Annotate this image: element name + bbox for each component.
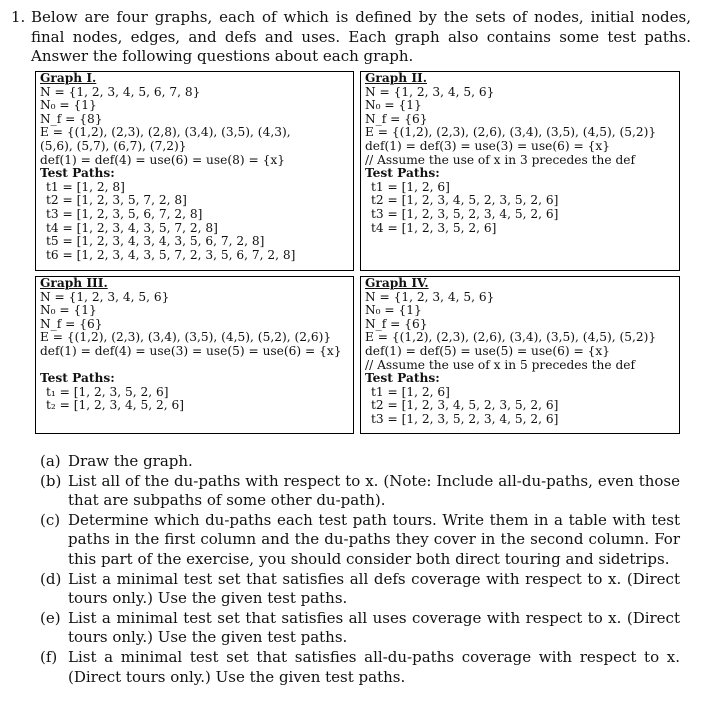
part-label: (b): [40, 471, 62, 490]
graph-line: E = {(1,2), (2,3), (2,6), (3,4), (3,5), (4,5), (5,2)}: [365, 330, 657, 345]
part-b: [40, 472, 680, 511]
graph-title: Graph IV.: [365, 276, 429, 290]
part-a: [40, 452, 680, 472]
part-label: (a): [40, 452, 61, 470]
graph-line: N_f = {6}: [365, 111, 428, 126]
graph-line: (5,6), (5,7), (6,7), (7,2)}: [40, 138, 187, 153]
test-path: t2 = [1, 2, 3, 4, 5, 2, 3, 5, 2, 6]: [371, 193, 559, 208]
test-path: t3 = [1, 2, 3, 5, 6, 7, 2, 8]: [46, 206, 203, 221]
part-f: [40, 648, 680, 687]
part-text: List a minimal test set that satisfies all-du-paths coverage with respect to x. (Direct tours only.) Use the given test paths.: [68, 647, 680, 686]
test-path: t2 = [1, 2, 3, 4, 5, 2, 3, 5, 2, 6]: [371, 398, 559, 413]
graph-line: def(1) = def(3) = use(3) = use(6) = {x}: [365, 138, 610, 153]
graph-line: N_f = {6}: [40, 316, 103, 331]
part-label: (f): [40, 647, 58, 666]
graph-line: N_f = {8}: [40, 111, 103, 126]
graph-line: // Assume the use of x in 3 precedes the def: [365, 152, 636, 167]
graph-box-3: [35, 276, 354, 434]
part-d: [40, 570, 680, 609]
test-path: t1 = [1, 2, 6]: [371, 384, 450, 399]
test-path: t1 = [1, 2, 6]: [371, 179, 450, 194]
graph-line: N = {1, 2, 3, 4, 5, 6}: [40, 289, 170, 304]
question-parts: [40, 452, 680, 687]
test-paths-header: Test Paths:: [40, 166, 115, 181]
test-path: t1 = [1, 2, 8]: [46, 179, 125, 194]
graph-line: E = {(1,2), (2,3), (2,8), (3,4), (3,5), (4,3),: [40, 125, 291, 140]
graph-line: // Assume the use of x in 5 precedes the def: [365, 357, 636, 372]
graph-line: N₀ = {1}: [40, 303, 97, 318]
graph-line: E = {(1,2), (2,3), (2,6), (3,4), (3,5), (4,5), (5,2)}: [365, 125, 657, 140]
graph-line: N₀ = {1}: [365, 98, 422, 113]
graph-line: N₀ = {1}: [365, 303, 422, 318]
part-label: (d): [40, 569, 62, 588]
test-path: t2 = [1, 2, 3, 5, 7, 2, 8]: [46, 193, 187, 208]
test-path: t6 = [1, 2, 3, 4, 3, 5, 7, 2, 3, 5, 6, 7, 2, 8]: [46, 247, 296, 262]
test-path: t4 = [1, 2, 3, 4, 3, 5, 7, 2, 8]: [46, 220, 218, 235]
part-text: Draw the graph.: [68, 452, 193, 470]
graph-title: Graph III.: [40, 276, 108, 290]
test-path: t3 = [1, 2, 3, 5, 2, 3, 4, 5, 2, 6]: [371, 206, 559, 221]
graph-line: def(1) = def(4) = use(3) = use(5) = use(6) = {x}: [40, 343, 342, 358]
graph-box-1: [35, 71, 354, 271]
graph-line: def(1) = def(4) = use(6) = use(8) = {x}: [40, 152, 285, 167]
graph-line: def(1) = def(5) = use(5) = use(6) = {x}: [365, 343, 610, 358]
part-text: List a minimal test set that satisfies all defs coverage with respect to x. (Direct tours only.) Use the given test paths.: [68, 569, 680, 608]
test-path: t5 = [1, 2, 3, 4, 3, 4, 3, 5, 6, 7, 2, 8]: [46, 234, 265, 249]
part-e: [40, 609, 680, 648]
test-path: t4 = [1, 2, 3, 5, 2, 6]: [371, 220, 497, 235]
graph-box-4: [360, 276, 680, 434]
graph-title: Graph I.: [40, 71, 97, 85]
part-label: (c): [40, 510, 61, 529]
test-paths-header: Test Paths:: [365, 166, 440, 181]
graph-line: N = {1, 2, 3, 4, 5, 6}: [365, 289, 495, 304]
graph-box-2: [360, 71, 680, 271]
graph-line: N = {1, 2, 3, 4, 5, 6}: [365, 84, 495, 99]
question-text: Below are four graphs, each of which is defined by the sets of nodes, initial nodes, final nodes, edges, and defs and uses. Each graph also contains some test paths. Answer the following questions about each graph.: [31, 8, 691, 65]
part-text: List all of the du-paths with respect to x. (Note: Include all-du-paths, even those that are subpaths of some other du-path).: [68, 471, 680, 510]
graph-line: E = {(1,2), (2,3), (3,4), (3,5), (4,5), (5,2), (2,6)}: [40, 330, 332, 345]
test-paths-header: Test Paths:: [365, 371, 440, 386]
part-label: (e): [40, 608, 61, 627]
graph-line: N₀ = {1}: [40, 98, 97, 113]
test-path: t₂ = [1, 2, 3, 4, 5, 2, 6]: [46, 398, 185, 413]
part-text: List a minimal test set that satisfies all uses coverage with respect to x. (Direct tours only.) Use the given test paths.: [68, 608, 680, 647]
graph-title: Graph II.: [365, 71, 427, 85]
part-text: Determine which du-paths each test path tours. Write them in a table with test paths in the first column and the du-paths they cover in the second column. For this part of the exercise, you should consider both direct touring and sidetrips.: [68, 510, 680, 568]
test-path: t3 = [1, 2, 3, 5, 2, 3, 4, 5, 2, 6]: [371, 411, 559, 426]
test-path: t₁ = [1, 2, 3, 5, 2, 6]: [46, 384, 169, 399]
question-number: 1.: [11, 8, 26, 26]
test-paths-header: Test Paths:: [40, 371, 115, 386]
graph-line: N = {1, 2, 3, 4, 5, 6, 7, 8}: [40, 84, 201, 99]
part-c: [40, 511, 680, 570]
graph-line: N_f = {6}: [365, 316, 428, 331]
